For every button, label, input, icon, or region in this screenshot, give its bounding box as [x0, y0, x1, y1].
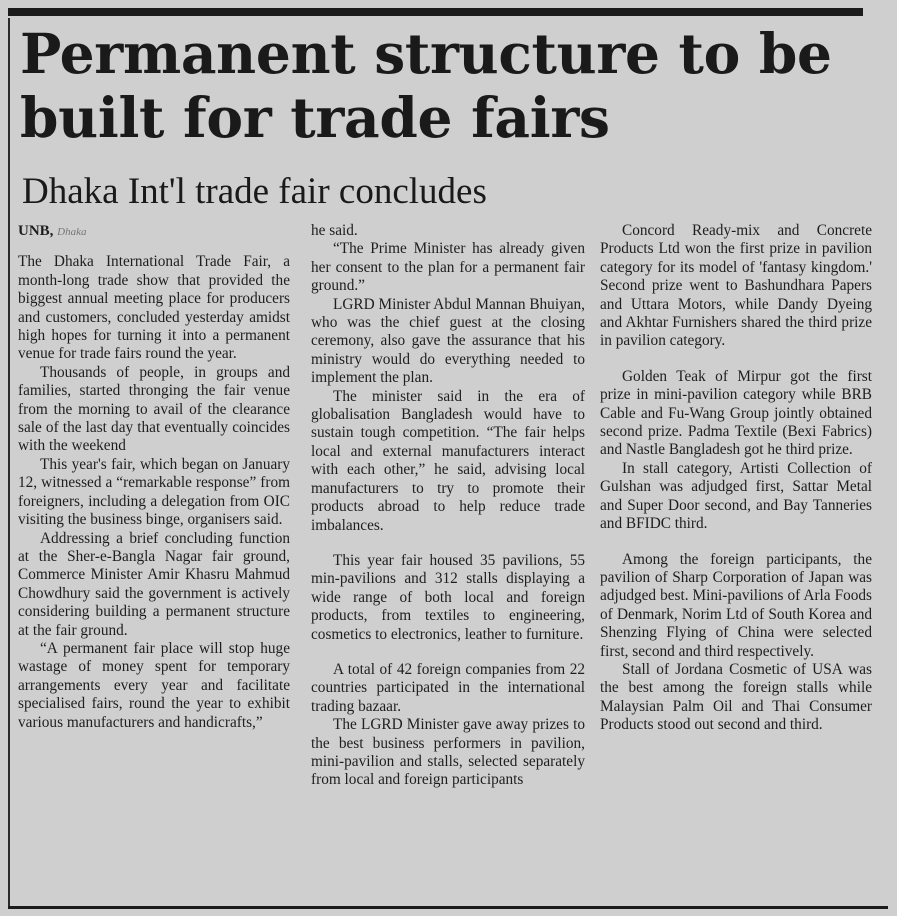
article-column-2 — [311, 222, 585, 790]
paragraph: This year's fair, which began on January 12, witnessed a “remarkable response” from foreigners, including a delegation from OIC visiting the business binge, organisers said. — [18, 455, 290, 529]
headline: Permanent structure to be built for trade fairs — [20, 21, 832, 150]
paragraph: Thousands of people, in groups and families, started thronging the fair venue from the morning to avail of the clearance sale of the last day that eventually coincides with the weekend — [18, 363, 290, 455]
paragraph: “A permanent fair place will stop huge wastage of money spent for temporary arrangements every year and facilitate specialised fairs, round the year to exhibit various manufacturers and handicrafts,” — [18, 639, 290, 731]
paragraph: “The Prime Minister has already given her consent to the plan for a permanent fair ground.” — [311, 240, 585, 295]
article-column-3 — [600, 222, 872, 735]
byline-agency: UNB, — [18, 223, 54, 239]
paragraph: The Dhaka International Trade Fair, a month-long trade show that provided the biggest annual meeting place for producers and customers, concluded yesterday amidst high hopes for turning it into a permanent venue for trade fairs round the year. — [18, 253, 290, 363]
bottom-rule — [8, 906, 888, 909]
paragraph: he said. — [311, 222, 358, 239]
top-rule — [8, 8, 863, 16]
byline-place: Dhaka — [57, 226, 87, 238]
paragraph: The LGRD Minister gave away prizes to the best business performers in pavilion, mini-pavilion and stalls, selected separately from local and foreign participants — [311, 716, 585, 789]
paragraph: Concord Ready-mix and Concrete Products Ltd won the first prize in pavilion category for its model of 'fantasy kingdom.' Second prize went to Bashundhara Papers and Uttara Motors, while Dandy Dyeing and Akhtar Furnishers shared the third prize in pavilion category. — [600, 222, 872, 350]
paragraph: LGRD Minister Abdul Mannan Bhuiyan, who was the chief guest at the closing ceremony, also gave the assurance that his ministry would do everything needed to implement the plan. — [311, 295, 585, 387]
paragraph: Stall of Jordana Cosmetic of USA was the best among the foreign stalls while Malaysian Palm Oil and Thai Consumer Products stood out second and third. — [600, 660, 872, 734]
paragraph: Addressing a brief concluding function at the Sher-e-Bangla Nagar fair ground, Commerce Minister Amir Khasru Mahmud Chowdhury said the government is actively considering building a permanent structure at the fair ground. — [18, 529, 290, 639]
article-column-1 — [18, 222, 290, 732]
paragraph: A total of 42 foreign companies from 22 countries participated in the international trading bazaar. — [311, 660, 585, 715]
byline — [18, 222, 290, 241]
paragraph: Among the foreign participants, the pavilion of Sharp Corporation of Japan was adjudged best. Mini-pavilions of Arla Foods of Denmark, Norim Ltd of South Korea and Shenzing Flying of China were selected first, second and third respectively. — [600, 550, 872, 660]
paragraph: The minister said in the era of globalisation Bangladesh would have to sustain tough competition. “The fair helps local and external manufacturers interact with each other,” he said, advising local manufacturers to try to promote their products abroad to help reduce trade imbalances. — [311, 387, 585, 534]
paragraph: In stall category, Artisti Collection of Gulshan was adjudged first, Sattar Metal and Super Door second, and Bay Tanneries and BFIDC third. — [600, 459, 872, 533]
paragraph: Golden Teak of Mirpur got the first prize in mini-pavilion category while BRB Cable and Fu-Wang Group jointly obtained second prize. Padma Textile (Bexi Fabrics) and Nastle Bangladesh got he third prize. — [600, 367, 872, 459]
paragraph: This year fair housed 35 pavilions, 55 min-pavilions and 312 stalls displaying a wide range of both local and foreign products, from textiles to engineering, cosmetics to electronics, leather to furniture. — [311, 551, 585, 643]
subheadline: Dhaka Int'l trade fair concludes — [22, 171, 487, 212]
left-rule — [8, 18, 10, 908]
